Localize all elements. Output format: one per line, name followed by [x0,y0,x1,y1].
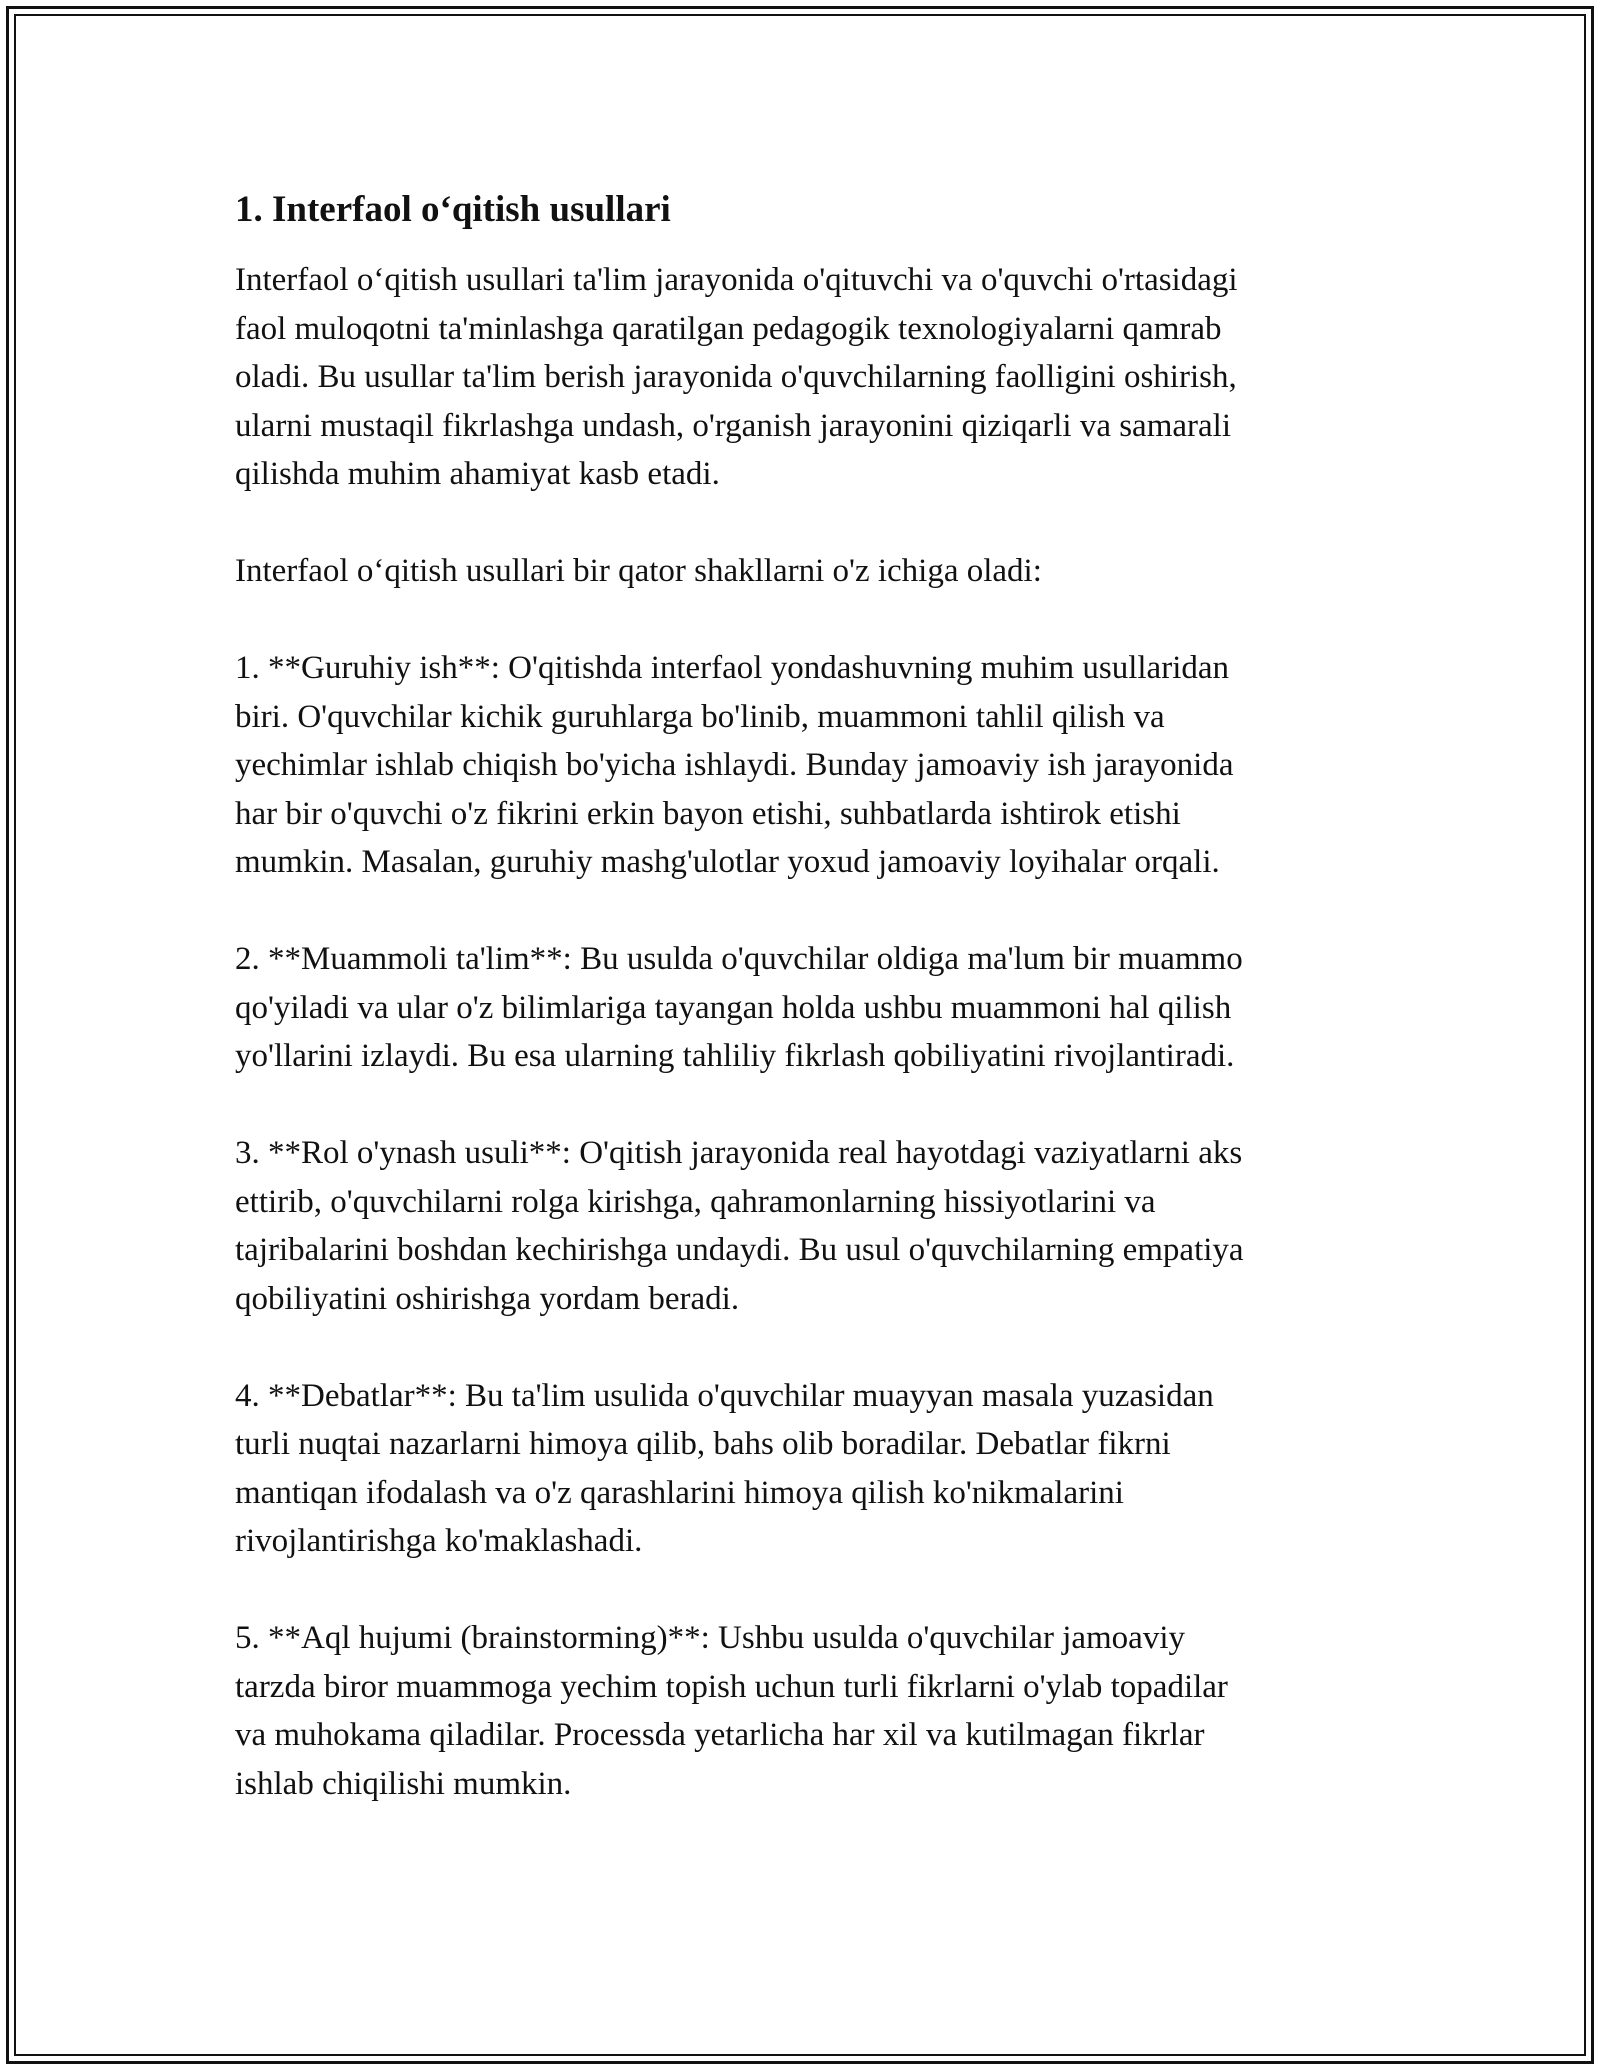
list-item-problem-learning: 2. **Muammoli ta'lim**: Bu usulda o'quvchilar oldiga ma'lum bir muammo qo'yiladi va ular o'z bilimlariga tayangan holda ushbu muammoni hal qilish yo'llarini izlaydi. Bu esa ularning tahliliy fikrlash qobiliyatini rivojlantiradi. [235,941,1243,1074]
list-item-brainstorming: 5. **Aql hujumi (brainstorming)**: Ushbu usulda o'quvchilar jamoaviy tarzda biror muammoga yechim topish uchun turli fikrlarni o'ylab topadilar va muhokama qiladilar. Processda yetarlicha har xil va kutilmagan fikrlar ishlab chiqilishi mumkin. [235,1620,1228,1802]
section-heading: 1. Interfaol o‘qitish usullari [235,189,671,230]
intro-paragraph: Interfaol o‘qitish usullari ta'lim jarayonida o'qituvchi va o'quvchi o'rtasidagi faol muloqotni ta'minlashga qaratilgan pedagogik texnologiyalarni qamrab oladi. Bu usullar ta'lim berish jarayonida o'quvchilarning faolligini oshirish, ularni mustaqil fikrlashga undash, o'rganish jarayonini qiziqarli va samarali qilishda muhim ahamiyat kasb etadi. [235,262,1238,492]
forms-lead-paragraph: Interfaol o‘qitish usullari bir qator shakllarni o'z ichiga oladi: [235,553,1042,589]
list-item-role-play: 3. **Rol o'ynash usuli**: O'qitish jarayonida real hayotdagi vaziyatlarni aks ettirib, o'quvchilarni rolga kirishga, qahramonlarning hissiyotlarini va tajribalarini boshdan kechirishga undaydi. Bu usul o'quvchilarning empatiya qobiliyatini oshirishga yordam beradi. [235,1135,1244,1317]
list-item-group-work: 1. **Guruhiy ish**: O'qitishda interfaol yondashuvning muhim usullaridan biri. O'quvchilar kichik guruhlarga bo'linib, muammoni tahlil qilish va yechimlar ishlab chiqish bo'yicha ishlaydi. Bunday jamoaviy ish jarayonida har bir o'quvchi o'z fikrini erkin bayon etishi, suhbatlarda ishtirok etishi mumkin. Masalan, guruhiy mashg'ulotlar yoxud jamoaviy loyihalar orqali. [235,650,1234,880]
list-item-debates: 4. **Debatlar**: Bu ta'lim usulida o'quvchilar muayyan masala yuzasidan turli nuqtai nazarlarni himoya qilib, bahs olib boradilar. Debatlar fikrni mantiqan ifodalash va o'z qarashlarini himoya qilish ko'nikmalarini rivojlantirishga ko'maklashadi. [235,1377,1214,1559]
document-body [235,186,1375,1857]
